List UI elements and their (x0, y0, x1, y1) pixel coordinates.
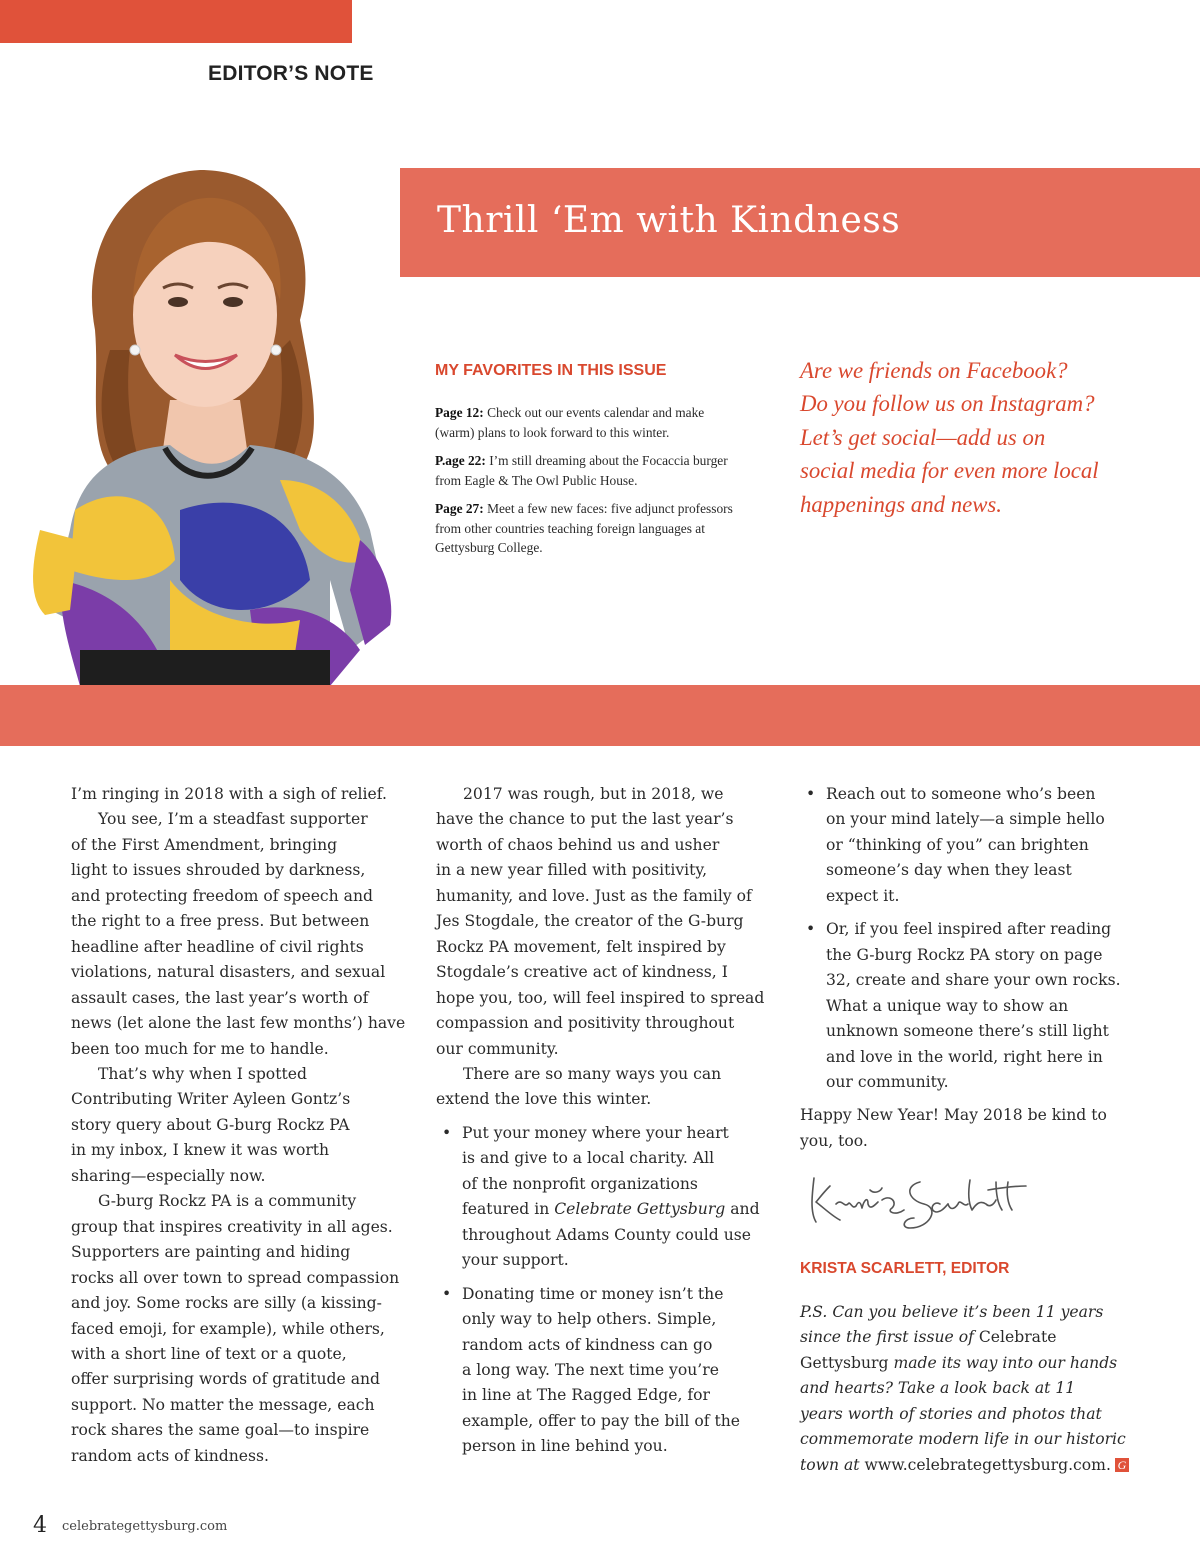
magazine-name: Celebrate (978, 1328, 1057, 1347)
favorite-page-ref: P.age 22: (435, 453, 486, 468)
section-label: EDITOR’S NOTE (208, 62, 374, 85)
closing-line: you, too. (800, 1131, 868, 1150)
tips-list (800, 782, 1180, 1095)
favorite-page-ref: Page 12: (435, 405, 484, 420)
end-mark-icon: G (1115, 1458, 1129, 1472)
editor-signature (800, 1145, 1040, 1240)
social-callout: Are we friends on Facebook? Do you follow us on Instagram? Let’s get social—add us on social media for even more local happenings and news. (800, 358, 1099, 517)
list-item: • Donating time or money isn’t the only way to help others. Simple, random acts of kindness can go a long way. The next time you’re in line at The Ragged Edge, for example, offer to pay the bill of the person in line behind you. (462, 1282, 776, 1460)
body-column-1: I’m ringing in 2018 with a sigh of relief. You see, I’m a steadfast supporter of the First Amendment, bringing light to issues shrouded by darkness, and protecting freedom of speech and the right to a free press. But between headline after headline of civil rights violations, natural disasters, and sexual assault cases, the last year’s worth of news (let alone the last few months’) have been too much for me to handle. That’s why when I spotted Contributing Writer Ayleen Gontz’s story query about G-burg Rockz PA in my inbox, I knew it was worth sharing—especially now. G-burg Rockz PA is a community group that inspires creativity in all ages. Supporters are painting and hiding rocks all over town to spread compassion and joy. Some rocks are silly (a kissing- faced emoji, for example), while others, with a short line of text or a quote, offer surprising words of gratitude and support. No matter the message, each rock shares the same goal—to inspire random acts of kindness. (71, 785, 406, 1465)
favorite-item: Page 12: Check out our events calendar and make (warm) plans to look forward to this winter. (435, 405, 705, 440)
bullet-icon: • (442, 1284, 452, 1303)
magazine-name: Gettysburg (800, 1353, 889, 1372)
postscript: P.S. Can you believe it’s been 11 years since the first issue of Celebrate Gettysburg made its way into our hands and hearts? Take a look back at 11 years worth of stories and photos that commemorate modern life in our historic town at www.celebrategettysburg.com. G (800, 1300, 1129, 1478)
editor-portrait-photo (0, 150, 420, 686)
bullet-icon: • (806, 920, 816, 939)
tips-list (436, 1121, 776, 1460)
bullet-icon: • (806, 785, 816, 803)
signature-text: Krista Scarlett (800, 1145, 919, 1164)
website-url: www.celebrategettysburg.com. (864, 1455, 1111, 1474)
favorite-page-ref: Page 27: (435, 501, 484, 516)
list-item: • Put your money where your heart is and give to a local charity. All of the nonprofit organizations featured in Celebrate Gettysburg and throughout Adams County could use your support. (462, 1121, 776, 1274)
favorites-heading: MY FAVORITES IN THIS ISSUE (435, 362, 667, 379)
list-item: • Or, if you feel inspired after reading the G-burg Rockz PA story on page 32, create and share your own rocks. What a unique way to show an unknown someone there’s still light and love in the world, right here in our community. (826, 917, 1180, 1095)
magazine-name: Celebrate Gettysburg (554, 1200, 726, 1219)
page-number: 4 (33, 1513, 47, 1538)
body-column-2: 2017 was rough, but in 2018, we have the chance to put the last year’s worth of chaos behind us and usher in a new year filled with positivity, humanity, and love. Just as the family of Jes Stogdale, the creator of the G-burg Rockz PA movement, felt inspired by Stogdale’s creative act of kindness, I hope you, too, will feel inspired to spread compassion and positivity throughout our community. There are so many ways you can extend the love this winter. • Put your money where your heart is and give to a local charity. All of the nonprofit organizations featured in Celebrate Gettysburg and throughout Adams County could use your support. • Donating time or money isn’t the only way to help others. Simple, random acts of kindness can go a long way. The next time you’re in line at The Ragged Edge, for example, offer to pay the bill of the person in line behind you. (436, 782, 776, 1468)
body-column-3 (800, 782, 1180, 1154)
divider-band (0, 685, 1200, 746)
favorite-item: P.age 22: I’m still dreaming about the Focaccia burger from Eagle & The Owl Public House. (435, 453, 728, 488)
author-name: KRISTA SCARLETT, EDITOR (800, 1260, 1010, 1277)
top-accent-bar (0, 0, 352, 43)
article-title: Thrill ‘Em with Kindness (437, 200, 901, 241)
list-item: • Reach out to someone who’s been on your mind lately—a simple hello or “thinking of you” can brighten someone’s day when they least expect it. (826, 782, 1180, 909)
favorite-item: Page 27: Meet a few new faces: five adjunct professors from other countries teaching foreign languages at Gettysburg College. (435, 501, 733, 555)
closing-line: Happy New Year! May 2018 be kind to (800, 1106, 1107, 1125)
bullet-icon: • (442, 1123, 452, 1142)
footer-url: celebrategettysburg.com (62, 1519, 228, 1534)
